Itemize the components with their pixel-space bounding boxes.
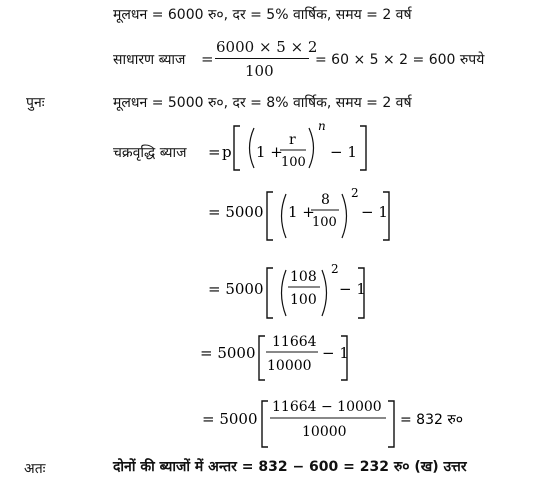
fraction-denominator: 100 [312, 215, 337, 230]
exponent-n: n [318, 119, 326, 133]
fraction-denominator: 100 [290, 292, 317, 308]
step5-equals-5000: = 5000 [202, 410, 258, 428]
right-paren [309, 128, 314, 168]
left-bracket [267, 192, 273, 240]
atah-label: अतः [24, 461, 46, 477]
right-bracket [388, 401, 394, 447]
compound-interest-label: चक्रवृद्धि ब्याज [113, 145, 187, 161]
minus-one: − 1 [339, 280, 366, 298]
fraction-denominator: 10000 [302, 424, 347, 440]
left-bracket [234, 126, 240, 170]
equals-sign: = [201, 50, 214, 68]
right-paren [322, 270, 327, 316]
one-plus: 1 + [256, 143, 283, 161]
rate-symbol: r [289, 132, 296, 148]
one-plus: 1 + [288, 203, 315, 221]
fraction-numerator: 6000 × 5 × 2 [216, 38, 318, 56]
right-bracket [360, 126, 366, 170]
right-paren [342, 194, 347, 238]
fraction-numerator: 8 [321, 192, 330, 208]
fraction-denominator: 100 [281, 155, 306, 170]
left-paren [282, 270, 287, 316]
simple-interest-label: साधारण ब्याज [113, 52, 186, 68]
left-bracket [262, 401, 268, 447]
left-paren [250, 128, 255, 168]
punah-label: पुनः [26, 95, 45, 111]
minus-one: − 1 [361, 203, 388, 221]
left-bracket [259, 336, 265, 380]
step4-equals-5000: = 5000 [200, 344, 256, 362]
exponent-2: 2 [351, 186, 359, 200]
fraction-numerator: 11664 [272, 334, 317, 350]
fraction-denominator: 10000 [267, 358, 312, 374]
left-paren [282, 194, 287, 238]
minus-one: − 1 [322, 344, 349, 362]
exponent-2: 2 [331, 262, 339, 276]
principal-rate-time-line-2: मूलधन = 5000 रु०, दर = 8% वार्षिक, समय = 2 वर्ष [113, 95, 412, 111]
simple-interest-result: = 60 × 5 × 2 = 600 रुपये [315, 52, 485, 68]
step3-equals-5000: = 5000 [208, 280, 264, 298]
minus-one: − 1 [330, 143, 357, 161]
final-answer-line: दोनों की ब्याजों में अन्तर = 832 − 600 = 232 रु० (ख) उत्तर [113, 459, 467, 475]
step2-equals-5000: = 5000 [208, 203, 264, 221]
fraction-numerator: 11664 − 10000 [272, 399, 382, 415]
principal-symbol: p [222, 143, 232, 161]
left-bracket [267, 268, 273, 318]
fraction-denominator: 100 [245, 62, 274, 80]
step5-result: = 832 रु० [400, 412, 464, 428]
step1-equals: = [208, 143, 221, 161]
principal-rate-time-line-1: मूलधन = 6000 रु०, दर = 5% वार्षिक, समय = 2 वर्ष [113, 7, 412, 23]
fraction-numerator: 108 [290, 269, 317, 285]
